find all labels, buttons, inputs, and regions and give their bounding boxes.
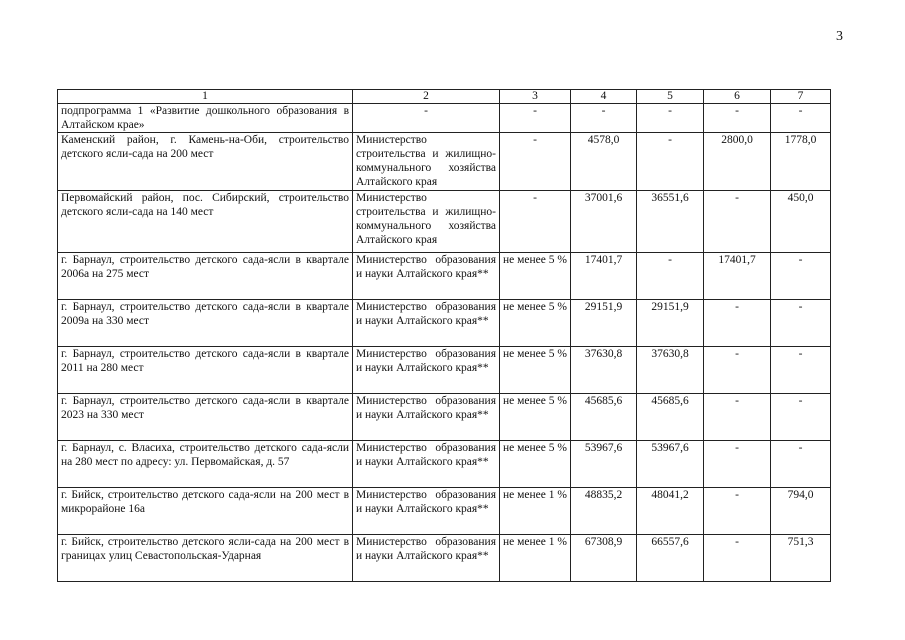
header-cell: 7 xyxy=(771,90,831,104)
share-cell: не менее 1 % xyxy=(500,488,571,535)
executor-cell: Министерство образования и науки Алтайского края** xyxy=(353,394,500,441)
share-cell: - xyxy=(500,133,571,191)
value-cell: 67308,9 xyxy=(571,535,637,582)
value-cell: 37630,8 xyxy=(571,347,637,394)
program-table xyxy=(57,89,831,582)
value-cell: 53967,6 xyxy=(637,441,704,488)
header-cell: 5 xyxy=(637,90,704,104)
object-cell: г. Барнаул, строительство детского сада-ясли в квартале 2009а на 330 мест xyxy=(58,300,353,347)
value-cell: - xyxy=(704,104,771,133)
executor-cell: Министерство образования и науки Алтайского края** xyxy=(353,347,500,394)
value-cell: 751,3 xyxy=(771,535,831,582)
share-cell: не менее 5 % xyxy=(500,394,571,441)
header-cell: 4 xyxy=(571,90,637,104)
executor-cell: Министерство строительства и жилищно-коммунального хозяйства Алтайского края xyxy=(353,133,500,191)
object-cell: Первомайский район, пос. Сибирский, строительство детского ясли-сада на 140 мест xyxy=(58,191,353,253)
value-cell: 48835,2 xyxy=(571,488,637,535)
share-cell: не менее 5 % xyxy=(500,441,571,488)
value-cell: 48041,2 xyxy=(637,488,704,535)
value-cell: 4578,0 xyxy=(571,133,637,191)
value-cell: - xyxy=(637,253,704,300)
share-cell: не менее 1 % xyxy=(500,535,571,582)
value-cell: - xyxy=(771,253,831,300)
value-cell: 2800,0 xyxy=(704,133,771,191)
value-cell: 29151,9 xyxy=(637,300,704,347)
value-cell: 17401,7 xyxy=(704,253,771,300)
value-cell: 1778,0 xyxy=(771,133,831,191)
value-cell: - xyxy=(637,104,704,133)
table-row xyxy=(58,300,831,347)
value-cell: 450,0 xyxy=(771,191,831,253)
object-cell: г. Барнаул, строительство детского сада-ясли в квартале 2011 на 280 мест xyxy=(58,347,353,394)
table-row xyxy=(58,535,831,582)
header-cell: 2 xyxy=(353,90,500,104)
header-cell: 1 xyxy=(58,90,353,104)
table-row xyxy=(58,441,831,488)
value-cell: 45685,6 xyxy=(571,394,637,441)
share-cell: не менее 5 % xyxy=(500,300,571,347)
table-row xyxy=(58,347,831,394)
value-cell: 36551,6 xyxy=(637,191,704,253)
value-cell: - xyxy=(571,104,637,133)
executor-cell: Министерство образования и науки Алтайского края** xyxy=(353,300,500,347)
value-cell: - xyxy=(771,300,831,347)
value-cell: - xyxy=(704,347,771,394)
table-row xyxy=(58,104,831,133)
share-cell: не менее 5 % xyxy=(500,253,571,300)
header-row xyxy=(58,90,831,104)
object-cell: г. Барнаул, строительство детского сада-ясли в квартале 2023 на 330 мест xyxy=(58,394,353,441)
value-cell: - xyxy=(771,347,831,394)
executor-cell: Министерство образования и науки Алтайского края** xyxy=(353,535,500,582)
table-row xyxy=(58,394,831,441)
value-cell: - xyxy=(771,394,831,441)
page-number: 3 xyxy=(836,29,843,44)
executor-cell: Министерство образования и науки Алтайского края** xyxy=(353,253,500,300)
table-row xyxy=(58,191,831,253)
executor-cell: Министерство строительства и жилищно-коммунального хозяйства Алтайского края xyxy=(353,191,500,253)
table-row xyxy=(58,253,831,300)
share-cell: не менее 5 % xyxy=(500,347,571,394)
value-cell: 29151,9 xyxy=(571,300,637,347)
table-row xyxy=(58,133,831,191)
executor-cell: - xyxy=(353,104,500,133)
value-cell: - xyxy=(704,535,771,582)
share-cell: - xyxy=(500,191,571,253)
value-cell: 37630,8 xyxy=(637,347,704,394)
value-cell: - xyxy=(771,441,831,488)
object-cell: г. Барнаул, с. Власиха, строительство детского сада-ясли на 280 мест по адресу: ул. Первомайская, д. 57 xyxy=(58,441,353,488)
object-cell: г. Бийск, строительство детского ясли-сада на 200 мест в границах улиц Севастопольская-Ударная xyxy=(58,535,353,582)
executor-cell: Министерство образования и науки Алтайского края** xyxy=(353,488,500,535)
value-cell: - xyxy=(704,300,771,347)
header-cell: 6 xyxy=(704,90,771,104)
value-cell: 37001,6 xyxy=(571,191,637,253)
share-cell: - xyxy=(500,104,571,133)
object-cell: г. Барнаул, строительство детского сада-ясли в квартале 2006а на 275 мест xyxy=(58,253,353,300)
value-cell: 66557,6 xyxy=(637,535,704,582)
value-cell: - xyxy=(704,394,771,441)
object-cell: Каменский район, г. Камень-на-Оби, строительство детского ясли-сада на 200 мест xyxy=(58,133,353,191)
value-cell: - xyxy=(704,488,771,535)
executor-cell: Министерство образования и науки Алтайского края** xyxy=(353,441,500,488)
table-row xyxy=(58,488,831,535)
header-cell: 3 xyxy=(500,90,571,104)
value-cell: - xyxy=(704,191,771,253)
value-cell: 17401,7 xyxy=(571,253,637,300)
value-cell: 45685,6 xyxy=(637,394,704,441)
value-cell: - xyxy=(637,133,704,191)
value-cell: - xyxy=(704,441,771,488)
value-cell: 53967,6 xyxy=(571,441,637,488)
value-cell: - xyxy=(771,104,831,133)
object-cell: г. Бийск, строительство детского сада-ясли на 200 мест в микрорайоне 16а xyxy=(58,488,353,535)
value-cell: 794,0 xyxy=(771,488,831,535)
object-cell: подпрограмма 1 «Развитие дошкольного образования в Алтайском крае» xyxy=(58,104,353,133)
